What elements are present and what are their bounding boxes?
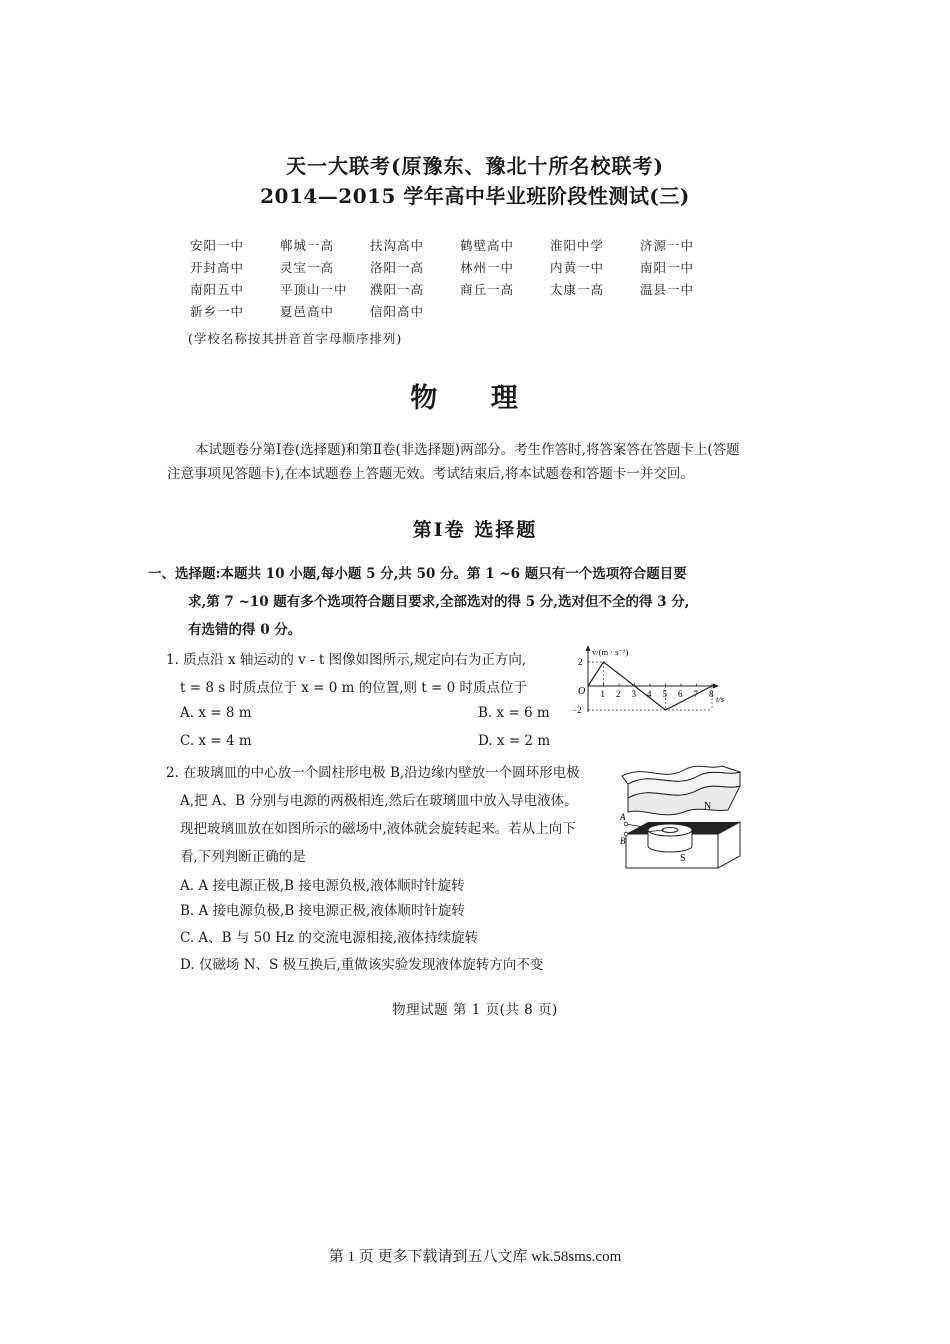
school-name: 郸城一高: [280, 238, 335, 253]
exam-intro: 本试题卷分第Ⅰ卷(选择题)和第Ⅱ卷(非选择题)两部分。考生作答时,将答案答在答题卡上(答题注意事项见答题卡),在本试题卷上答题无效。考试结束后,将本试题卷和答题卡一并交回。: [167, 442, 740, 482]
x-tick-label: 2: [616, 689, 621, 699]
school-name: 信阳高中: [370, 304, 425, 319]
school-name: 灵宝一高: [280, 260, 335, 275]
question-2-option-b: B. A 接电源负极,B 接电源正极,液体顺时针旋转: [180, 903, 465, 919]
school-name: 开封高中: [190, 260, 245, 275]
school-name: 鹤壁高中: [460, 238, 515, 253]
instructions-line: 有选错的得 0 分。: [188, 622, 302, 638]
origin-label: O: [578, 686, 586, 697]
school-name: 洛阳一高: [370, 260, 425, 275]
school-name: 新乡一中: [190, 304, 245, 319]
x-tick-label: 6: [678, 689, 683, 699]
school-list: [190, 236, 730, 324]
school-name: 扶沟高中: [370, 238, 425, 253]
subject-title: 物 理: [410, 383, 540, 414]
t-axis-label: t/s: [716, 694, 725, 704]
school-row: [190, 280, 730, 302]
section-instructions: [148, 560, 745, 644]
terminal-a: [624, 822, 628, 826]
question-2-option-a: A. A 接电源正极,B 接电源负极,液体顺时针旋转: [180, 878, 465, 894]
school-name: 太康一高: [550, 282, 605, 297]
question-2-text: 2. 在玻璃皿的中心放一个圆柱形电极 B,沿边缘内壁放一个圆环形电极: [166, 765, 580, 781]
x-tick-label: 8: [709, 689, 714, 699]
x-tick-label: 7: [693, 689, 698, 699]
x-tick-label: 1: [600, 689, 605, 699]
x-tick-label: 4: [647, 689, 652, 699]
school-name: 夏邑高中: [280, 304, 335, 319]
page-footer: 物理试题 第 1 页(共 8 页): [392, 1002, 558, 1018]
school-row: [190, 302, 730, 324]
x-tick-label: 3: [631, 689, 636, 699]
school-name: 商丘一高: [460, 282, 515, 297]
instructions-line: 求,第 7 ~10 题有多个选项符合题目要求,全部选对的得 5 分,选对但不全的得 3 分,: [188, 594, 690, 610]
question-1-text: 1. 质点沿 x 轴运动的 v - t 图像如图所示,规定向右为正方向,: [166, 652, 527, 668]
school-name: 林州一中: [460, 260, 515, 275]
instructions-line: 一、选择题:本题共 10 小题,每小题 5 分,共 50 分。第 1 ~6 题只有一个选项符合题目要: [148, 566, 687, 582]
school-name: 内黄一中: [550, 260, 605, 275]
v-axis-label: v/(m · s⁻¹): [592, 647, 629, 657]
question-2-option-c: C. A、B 与 50 Hz 的交流电源相接,液体持续旋转: [180, 930, 479, 946]
v-axis-arrow: [586, 645, 591, 651]
question-2-magnet-figure: [618, 762, 748, 890]
school-name: 南阳五中: [190, 282, 245, 297]
question-1-vt-chart: [566, 640, 736, 720]
school-name: 淮阳中学: [550, 238, 605, 253]
school-name: 济源一中: [640, 238, 695, 253]
school-name: 安阳一中: [190, 238, 245, 253]
school-name: 平顶山一中: [280, 282, 348, 297]
y-tick-label: −2: [572, 705, 582, 715]
question-1-option-d: D. x = 2 m: [478, 733, 551, 749]
download-site-footer: 第 1 页 更多下载请到五八文库 wk.58sms.com: [328, 1249, 622, 1265]
question-2-text: 现把玻璃皿放在如图所示的磁场中,液体就会旋转起来。若从上向下: [180, 821, 576, 837]
school-row: [190, 258, 730, 280]
question-2-text: A,把 A、B 分别与电源的两极相连,然后在玻璃皿中放入导电液体。: [180, 793, 578, 809]
north-pole-block: [622, 766, 740, 815]
school-name: 温县一中: [640, 282, 695, 297]
electrode-a-label: A: [620, 812, 626, 822]
exam-subtitle: 2014—2015 学年高中毕业班阶段性测试(三): [260, 184, 690, 208]
question-1-option-c: C. x = 4 m: [180, 733, 252, 749]
t-axis-arrow: [713, 684, 719, 689]
question-2-text: 看,下列判断正确的是: [180, 849, 306, 865]
question-1-text: t = 8 s 时质点位于 x = 0 m 的位置,则 t = 0 时质点位于: [180, 680, 527, 696]
glass-dish: [648, 824, 692, 852]
n-pole-label: N: [704, 801, 712, 812]
school-name: 濮阳一高: [370, 282, 425, 297]
school-row: [190, 236, 730, 258]
exam-title: 天一大联考(原豫东、豫北十所名校联考): [286, 154, 664, 178]
school-order-note: (学校名称按其拼音首字母顺序排列): [188, 331, 403, 346]
section-title: 第Ⅰ卷 选择题: [412, 519, 538, 541]
x-tick-label: 5: [662, 689, 667, 699]
question-1-option-b: B. x = 6 m: [478, 705, 550, 721]
y-tick-label: 2: [578, 657, 583, 667]
school-name: 南阳一中: [640, 260, 695, 275]
question-2-option-d: D. 仅磁场 N、S 极互换后,重做该实验发现液体旋转方向不变: [180, 957, 544, 973]
electrode-b-label: B: [620, 836, 626, 846]
question-1-option-a: A. x = 8 m: [180, 705, 252, 721]
s-pole-label: S: [680, 853, 686, 864]
